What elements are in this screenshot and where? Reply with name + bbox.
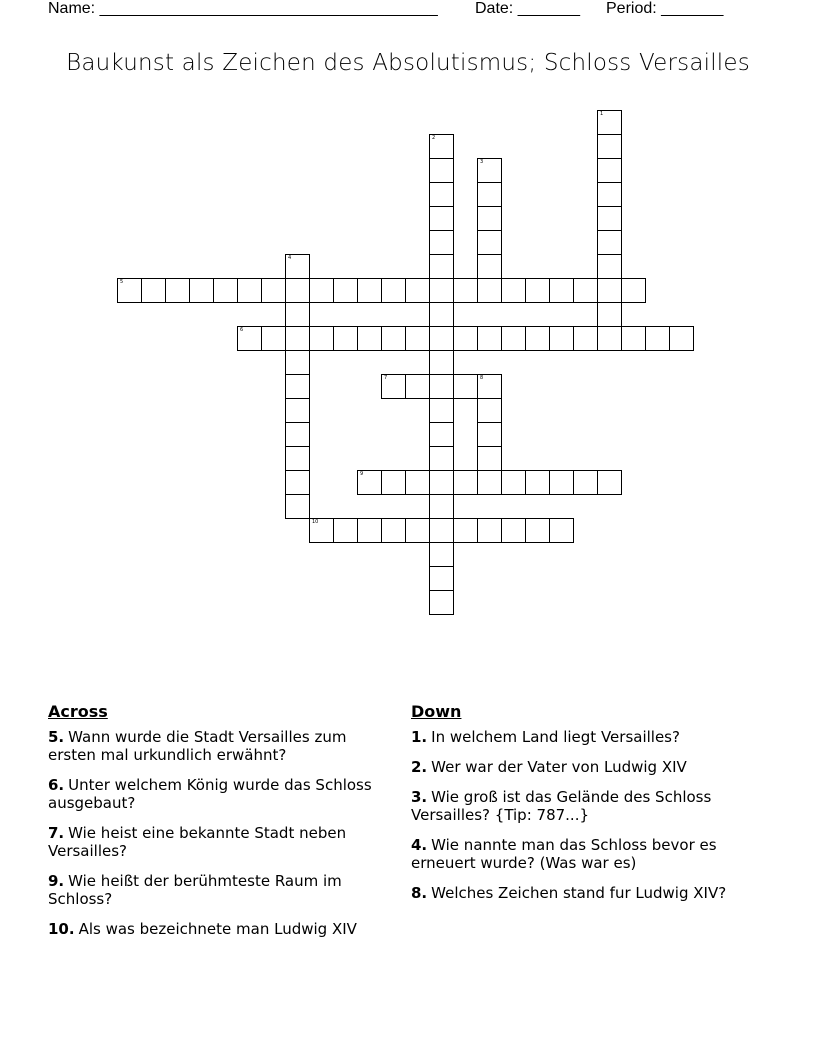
crossword-cell[interactable] — [285, 254, 310, 279]
clue-text: Wie nannte man das Schloss bevor es erneuert wurde? (Was war es) — [411, 836, 717, 872]
clue-number: 8 — [480, 375, 484, 381]
down-clue — [411, 728, 771, 746]
crossword-cell[interactable] — [477, 470, 502, 495]
crossword-cell[interactable] — [477, 518, 502, 543]
puzzle-title: Baukunst als Zeichen des Absolutismus; Schloss Versailles — [66, 50, 750, 76]
crossword-cell[interactable] — [189, 278, 214, 303]
crossword-cell[interactable] — [573, 278, 598, 303]
crossword-cell[interactable] — [453, 374, 478, 399]
crossword-cell[interactable] — [525, 326, 550, 351]
crossword-cell[interactable] — [501, 278, 526, 303]
clue-number: 8. — [411, 884, 428, 902]
crossword-cell[interactable] — [285, 470, 310, 495]
crossword-cell[interactable] — [309, 326, 334, 351]
crossword-cell[interactable] — [237, 278, 262, 303]
clue-number: 10. — [48, 920, 75, 938]
crossword-cell[interactable] — [549, 326, 574, 351]
clue-number: 1 — [600, 111, 604, 117]
name-field: Name: ______________________________________ — [48, 0, 438, 17]
clue-number: 2 — [432, 135, 436, 141]
clue-number: 4. — [411, 836, 428, 854]
crossword-cell[interactable] — [429, 542, 454, 567]
down-heading: Down — [411, 702, 462, 721]
down-clue — [411, 836, 771, 872]
crossword-cell[interactable] — [573, 326, 598, 351]
clue-number: 1. — [411, 728, 428, 746]
crossword-cell[interactable] — [429, 158, 454, 183]
crossword-cell[interactable] — [285, 374, 310, 399]
crossword-cell[interactable] — [285, 326, 310, 351]
crossword-cell[interactable] — [597, 470, 622, 495]
crossword-cell[interactable] — [261, 326, 286, 351]
crossword-cell[interactable] — [477, 374, 502, 399]
clue-number: 7 — [384, 375, 388, 381]
crossword-cell[interactable] — [597, 326, 622, 351]
crossword-cell[interactable] — [405, 278, 430, 303]
clue-number: 2. — [411, 758, 428, 776]
clue-text: Unter welchem König wurde das Schloss ausgebaut? — [48, 776, 372, 812]
crossword-cell[interactable] — [165, 278, 190, 303]
crossword-cell[interactable] — [333, 278, 358, 303]
clue-text: Wie heist eine bekannte Stadt neben Versailles? — [48, 824, 347, 860]
crossword-cell[interactable] — [357, 278, 382, 303]
crossword-cell[interactable] — [429, 134, 454, 159]
crossword-cell[interactable] — [429, 374, 454, 399]
clue-number: 7. — [48, 824, 65, 842]
crossword-cell[interactable] — [549, 470, 574, 495]
crossword-cell[interactable] — [381, 326, 406, 351]
crossword-cell[interactable] — [429, 566, 454, 591]
across-clues — [48, 702, 393, 950]
down-clues — [411, 702, 771, 914]
crossword-cell[interactable] — [357, 326, 382, 351]
crossword-cell[interactable] — [405, 326, 430, 351]
crossword-cell[interactable] — [525, 470, 550, 495]
crossword-cell[interactable] — [261, 278, 286, 303]
crossword-cell[interactable] — [429, 326, 454, 351]
crossword-cell[interactable] — [645, 326, 670, 351]
down-clue — [411, 758, 771, 776]
crossword-cell[interactable] — [597, 182, 622, 207]
crossword-cell[interactable] — [357, 470, 382, 495]
crossword-cell[interactable] — [429, 278, 454, 303]
crossword-cell[interactable] — [549, 518, 574, 543]
across-clue — [48, 776, 393, 812]
crossword-cell[interactable] — [405, 374, 430, 399]
crossword-cell[interactable] — [477, 446, 502, 471]
down-clue — [411, 884, 771, 902]
crossword-cell[interactable] — [429, 350, 454, 375]
clue-number: 6 — [240, 327, 244, 333]
crossword-cell[interactable] — [429, 494, 454, 519]
crossword-cell[interactable] — [597, 230, 622, 255]
crossword-cell[interactable] — [213, 278, 238, 303]
crossword-cell[interactable] — [621, 278, 646, 303]
crossword-cell[interactable] — [429, 446, 454, 471]
crossword-cell[interactable] — [477, 230, 502, 255]
crossword-cell[interactable] — [237, 326, 262, 351]
crossword-cell[interactable] — [429, 182, 454, 207]
clue-number: 9 — [360, 471, 364, 477]
crossword-cell[interactable] — [597, 302, 622, 327]
crossword-cell[interactable] — [429, 302, 454, 327]
crossword-cell[interactable] — [405, 518, 430, 543]
crossword-cell[interactable] — [429, 230, 454, 255]
crossword-cell[interactable] — [429, 206, 454, 231]
crossword-cell[interactable] — [285, 446, 310, 471]
crossword-cell[interactable] — [405, 470, 430, 495]
crossword-cell[interactable] — [597, 254, 622, 279]
across-clue — [48, 824, 393, 860]
crossword-cell[interactable] — [333, 326, 358, 351]
crossword-cell[interactable] — [285, 398, 310, 423]
crossword-cell[interactable] — [285, 422, 310, 447]
clue-number: 5 — [120, 279, 124, 285]
clue-text: Welches Zeichen stand fur Ludwig XIV? — [431, 884, 727, 902]
down-clue — [411, 788, 771, 824]
crossword-cell[interactable] — [381, 278, 406, 303]
crossword-cell[interactable] — [357, 518, 382, 543]
clue-number: 6. — [48, 776, 65, 794]
crossword-cell[interactable] — [621, 326, 646, 351]
crossword-cell[interactable] — [477, 326, 502, 351]
clue-text: Als was bezeichnete man Ludwig XIV — [78, 920, 357, 938]
crossword-cell[interactable] — [381, 374, 406, 399]
clue-text: In welchem Land liegt Versailles? — [431, 728, 680, 746]
crossword-cell[interactable] — [453, 470, 478, 495]
crossword-cell[interactable] — [309, 278, 334, 303]
clue-number: 10 — [312, 519, 319, 525]
crossword-cell[interactable] — [597, 278, 622, 303]
crossword-cell[interactable] — [501, 470, 526, 495]
crossword-cell[interactable] — [549, 278, 574, 303]
crossword-cell[interactable] — [597, 158, 622, 183]
crossword-cell[interactable] — [285, 494, 310, 519]
crossword-cell[interactable] — [429, 422, 454, 447]
across-clue — [48, 920, 393, 938]
crossword-cell[interactable] — [477, 398, 502, 423]
crossword-cell[interactable] — [429, 518, 454, 543]
crossword-cell[interactable] — [381, 518, 406, 543]
crossword-cell[interactable] — [285, 302, 310, 327]
crossword-cell[interactable] — [285, 350, 310, 375]
crossword-cell[interactable] — [381, 470, 406, 495]
crossword-cell[interactable] — [453, 278, 478, 303]
crossword-cell[interactable] — [525, 278, 550, 303]
crossword-cell[interactable] — [477, 278, 502, 303]
period-field: Period: _______ — [606, 0, 724, 17]
crossword-cell[interactable] — [309, 518, 334, 543]
crossword-cell[interactable] — [453, 518, 478, 543]
crossword-cell[interactable] — [141, 278, 166, 303]
crossword-cell[interactable] — [429, 254, 454, 279]
clue-number: 9. — [48, 872, 65, 890]
crossword-cell[interactable] — [573, 470, 598, 495]
crossword-cell[interactable] — [285, 278, 310, 303]
clue-text: Wer war der Vater von Ludwig XIV — [431, 758, 687, 776]
crossword-cell[interactable] — [597, 110, 622, 135]
clue-number: 3 — [480, 159, 484, 165]
crossword-cell[interactable] — [477, 158, 502, 183]
crossword-cell[interactable] — [477, 182, 502, 207]
across-heading: Across — [48, 702, 108, 721]
crossword-cell[interactable] — [525, 518, 550, 543]
clue-number: 3. — [411, 788, 428, 806]
crossword-cell[interactable] — [501, 326, 526, 351]
crossword-cell[interactable] — [669, 326, 694, 351]
across-clue — [48, 872, 393, 908]
clue-text: Wie heißt der berühmteste Raum im Schloss? — [48, 872, 342, 908]
crossword-cell[interactable] — [453, 326, 478, 351]
clue-text: Wie groß ist das Gelände des Schloss Versailles? {Tip: 787...} — [411, 788, 712, 824]
crossword-cell[interactable] — [477, 422, 502, 447]
crossword-cell[interactable] — [477, 206, 502, 231]
crossword-cell[interactable] — [429, 470, 454, 495]
crossword-cell[interactable] — [333, 518, 358, 543]
crossword-cell[interactable] — [501, 518, 526, 543]
across-clue — [48, 728, 393, 764]
crossword-cell[interactable] — [117, 278, 142, 303]
crossword-cell[interactable] — [477, 254, 502, 279]
crossword-cell[interactable] — [597, 134, 622, 159]
crossword-cell[interactable] — [429, 398, 454, 423]
crossword-cell[interactable] — [429, 590, 454, 615]
clue-number: 5. — [48, 728, 65, 746]
clue-text: Wann wurde die Stadt Versailles zum ersten mal urkundlich erwähnt? — [48, 728, 347, 764]
crossword-cell[interactable] — [597, 206, 622, 231]
clue-number: 4 — [288, 255, 292, 261]
date-field: Date: _______ — [475, 0, 580, 17]
